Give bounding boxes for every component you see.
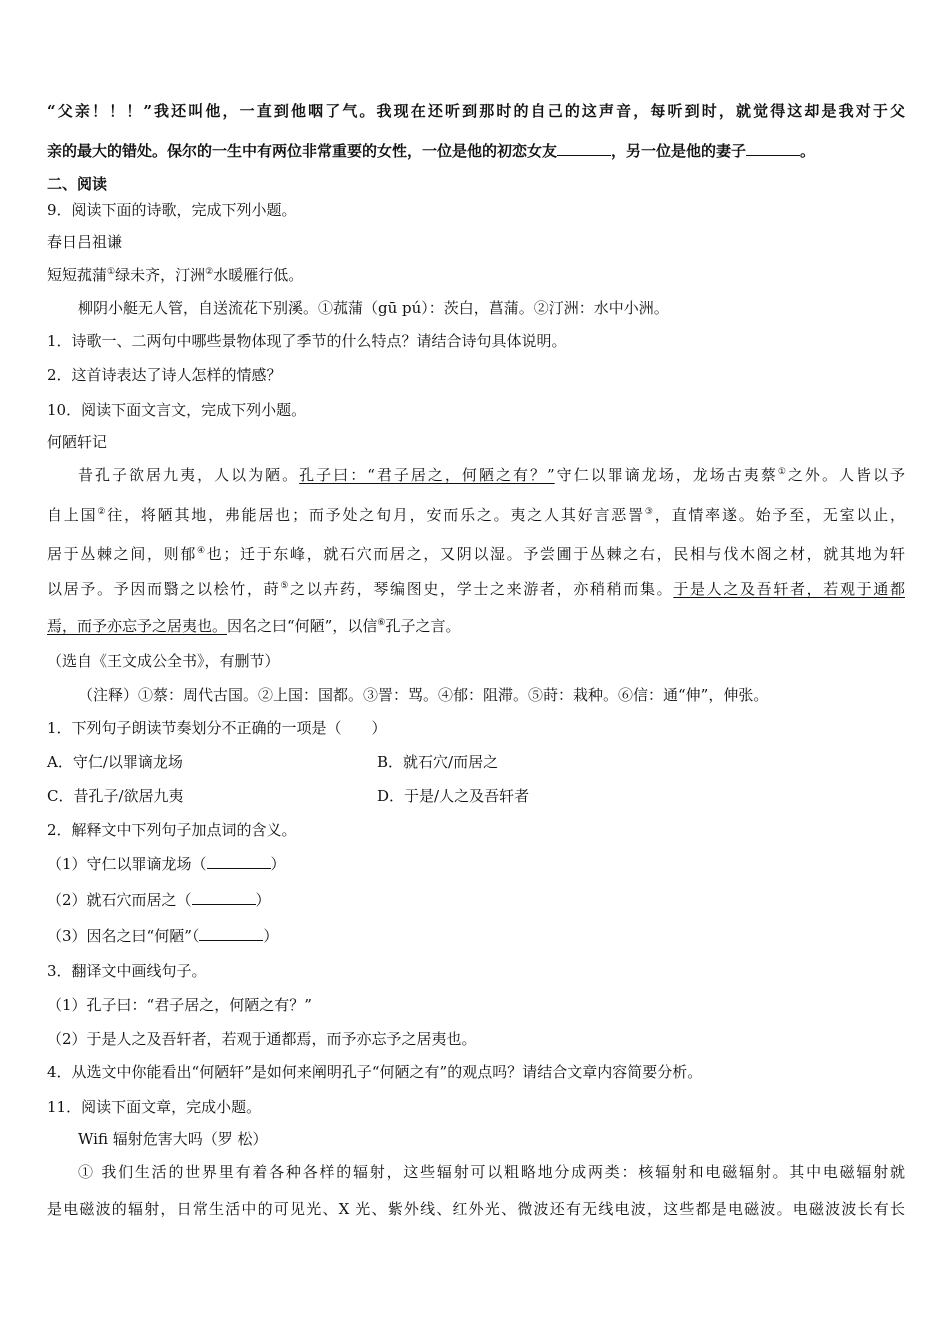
underlined-sentence-2-part-1: 于是人之及吾轩者，若观于通都 xyxy=(673,580,905,598)
answer-blank-first-love[interactable] xyxy=(557,141,611,156)
prose-line-4: 以居予。予因而翳之以桧竹，莳⑤之以卉药，琴编图史，学士之来游者，亦稍稍而集。于是人之及吾轩者，若观于通都 xyxy=(47,580,905,598)
question-9-sub-2: 2．这首诗表达了诗人怎样的情感？ xyxy=(47,366,282,384)
question-10-sub-4: 4．从选文中你能看出“何陋轩”是如何来阐明孔子“何陋之有”的观点吗？请结合文章内容简要分析。 xyxy=(47,1063,703,1081)
footnote-marker: ② xyxy=(97,507,108,517)
question-10-sub-2-item-1: （1）守仁以罪谪龙场（ ） xyxy=(47,855,286,873)
prose-title: 何陋轩记 xyxy=(47,433,108,451)
question-10-sub-1: 1．下列句子朗读节奏划分不正确的一项是（ ） xyxy=(47,719,387,737)
top-paragraph-line-1: “父亲！！！”我还叫他，一直到他咽了气。我现在还听到那时的自己的这声音，每听到时，就觉得这却是我对于父 xyxy=(47,102,905,120)
top-paragraph-line-2: 亲的最大的错处。保尔的一生中有两位非常重要的女性，一位是他的初恋女友 ，另一位是他的妻子 。 xyxy=(47,142,816,160)
answer-blank[interactable] xyxy=(192,890,256,905)
underlined-sentence-2-part-2: 焉，而予亦忘予之居夷也。 xyxy=(47,617,228,635)
prose-line-2: 自上国②往，将陋其地，弗能居也；而予处之旬月，安而乐之。夷之人其好言恶詈③，直情率遂。始予至，无室以止， xyxy=(47,506,905,524)
footnote-marker: ② xyxy=(205,267,214,277)
question-10-intro: 10．阅读下面文言文，完成下列小题。 xyxy=(47,401,307,419)
option-b[interactable]: B．就石穴/而居之 xyxy=(377,753,499,771)
prose-source: （选自《王文成公全书》，有删节） xyxy=(47,652,280,670)
question-10-sub-2-item-2: （2）就石穴而居之（ ） xyxy=(47,891,271,909)
question-11-intro: 11．阅读下面文章，完成小题。 xyxy=(47,1098,262,1116)
option-a[interactable]: A．守仁/以罪谪龙场 xyxy=(47,753,183,771)
article-title: Wifi 辐射危害大吗（罗 松） xyxy=(78,1130,268,1148)
prose-line-5: 焉，而予亦忘予之居夷也。因名之曰“何陋”，以信⑥孔子之言。 xyxy=(47,617,461,635)
prose-line-3: 居于丛棘之间，则郁④也；迁于东峰，就石穴而居之，又阴以湿。予尝圃于丛棘之右，民相与伐木阁之材，就其地为轩 xyxy=(47,545,905,563)
question-10-sub-3-item-1: （1）孔子曰：“君子居之，何陋之有？” xyxy=(47,996,312,1014)
question-9-sub-1: 1．诗歌一、二两句中哪些景物体现了季节的什么特点？请结合诗句具体说明。 xyxy=(47,332,567,350)
answer-blank[interactable] xyxy=(207,854,271,869)
underlined-sentence-1: 孔子曰：“君子居之，何陋之有？” xyxy=(299,466,555,484)
answer-blank-wife[interactable] xyxy=(746,141,800,156)
article-line-1: ① 我们生活的世界里有着各种各样的辐射，这些辐射可以粗略地分成两类：核辐射和电磁辐射。其中电磁辐射就 xyxy=(78,1163,905,1181)
footnote-marker: ⑥ xyxy=(377,618,386,628)
prose-notes: （注释）①蔡：周代古国。②上国：国都。③詈：骂。④郁：阻滞。⑤莳：栽种。⑥信：通“伸”，伸张。 xyxy=(78,686,769,704)
question-10-sub-2-item-3: （3）因名之曰“何陋”（ ） xyxy=(47,927,279,945)
question-10-sub-3-item-2: （2）于是人之及吾轩者，若观于通都焉，而予亦忘予之居夷也。 xyxy=(47,1030,477,1048)
poem-line-1: 短短菰蒲①绿未齐，汀洲②水暖雁行低。 xyxy=(47,266,304,284)
poem-line-2-with-notes: 柳阴小艇无人管，自送流花下别溪。①菰蒲（gū pú）：茨白，菖蒲。②汀洲：水中小洲。 xyxy=(78,299,669,317)
poem-title: 春日吕祖谦 xyxy=(47,233,123,251)
footnote-marker: ⑤ xyxy=(280,581,291,591)
option-d[interactable]: D．于是/人之及吾轩者 xyxy=(377,787,530,805)
question-9-intro: 9．阅读下面的诗歌，完成下列小题。 xyxy=(47,201,297,219)
prose-line-1: 昔孔子欲居九夷，人以为陋。孔子曰：“君子居之，何陋之有？”守仁以罪谪龙场，龙场古夷蔡①之外。人皆以予 xyxy=(78,466,905,484)
option-c[interactable]: C．昔孔子/欲居九夷 xyxy=(47,787,184,805)
answer-blank[interactable] xyxy=(199,926,263,941)
footnote-marker: ③ xyxy=(644,507,655,517)
question-10-sub-2: 2．解释文中下列句子加点词的含义。 xyxy=(47,821,297,839)
footnote-marker: ① xyxy=(107,267,116,277)
question-10-sub-3: 3．翻译文中画线句子。 xyxy=(47,962,207,980)
footnote-marker: ④ xyxy=(196,546,207,556)
footnote-marker: ① xyxy=(777,467,788,477)
article-line-2: 是电磁波的辐射，日常生活中的可见光、X 光、紫外线、红外光、微波还有无线电波，这些都是电磁波。电磁波波长有长 xyxy=(47,1200,905,1218)
section-title-reading: 二、阅读 xyxy=(47,175,108,193)
